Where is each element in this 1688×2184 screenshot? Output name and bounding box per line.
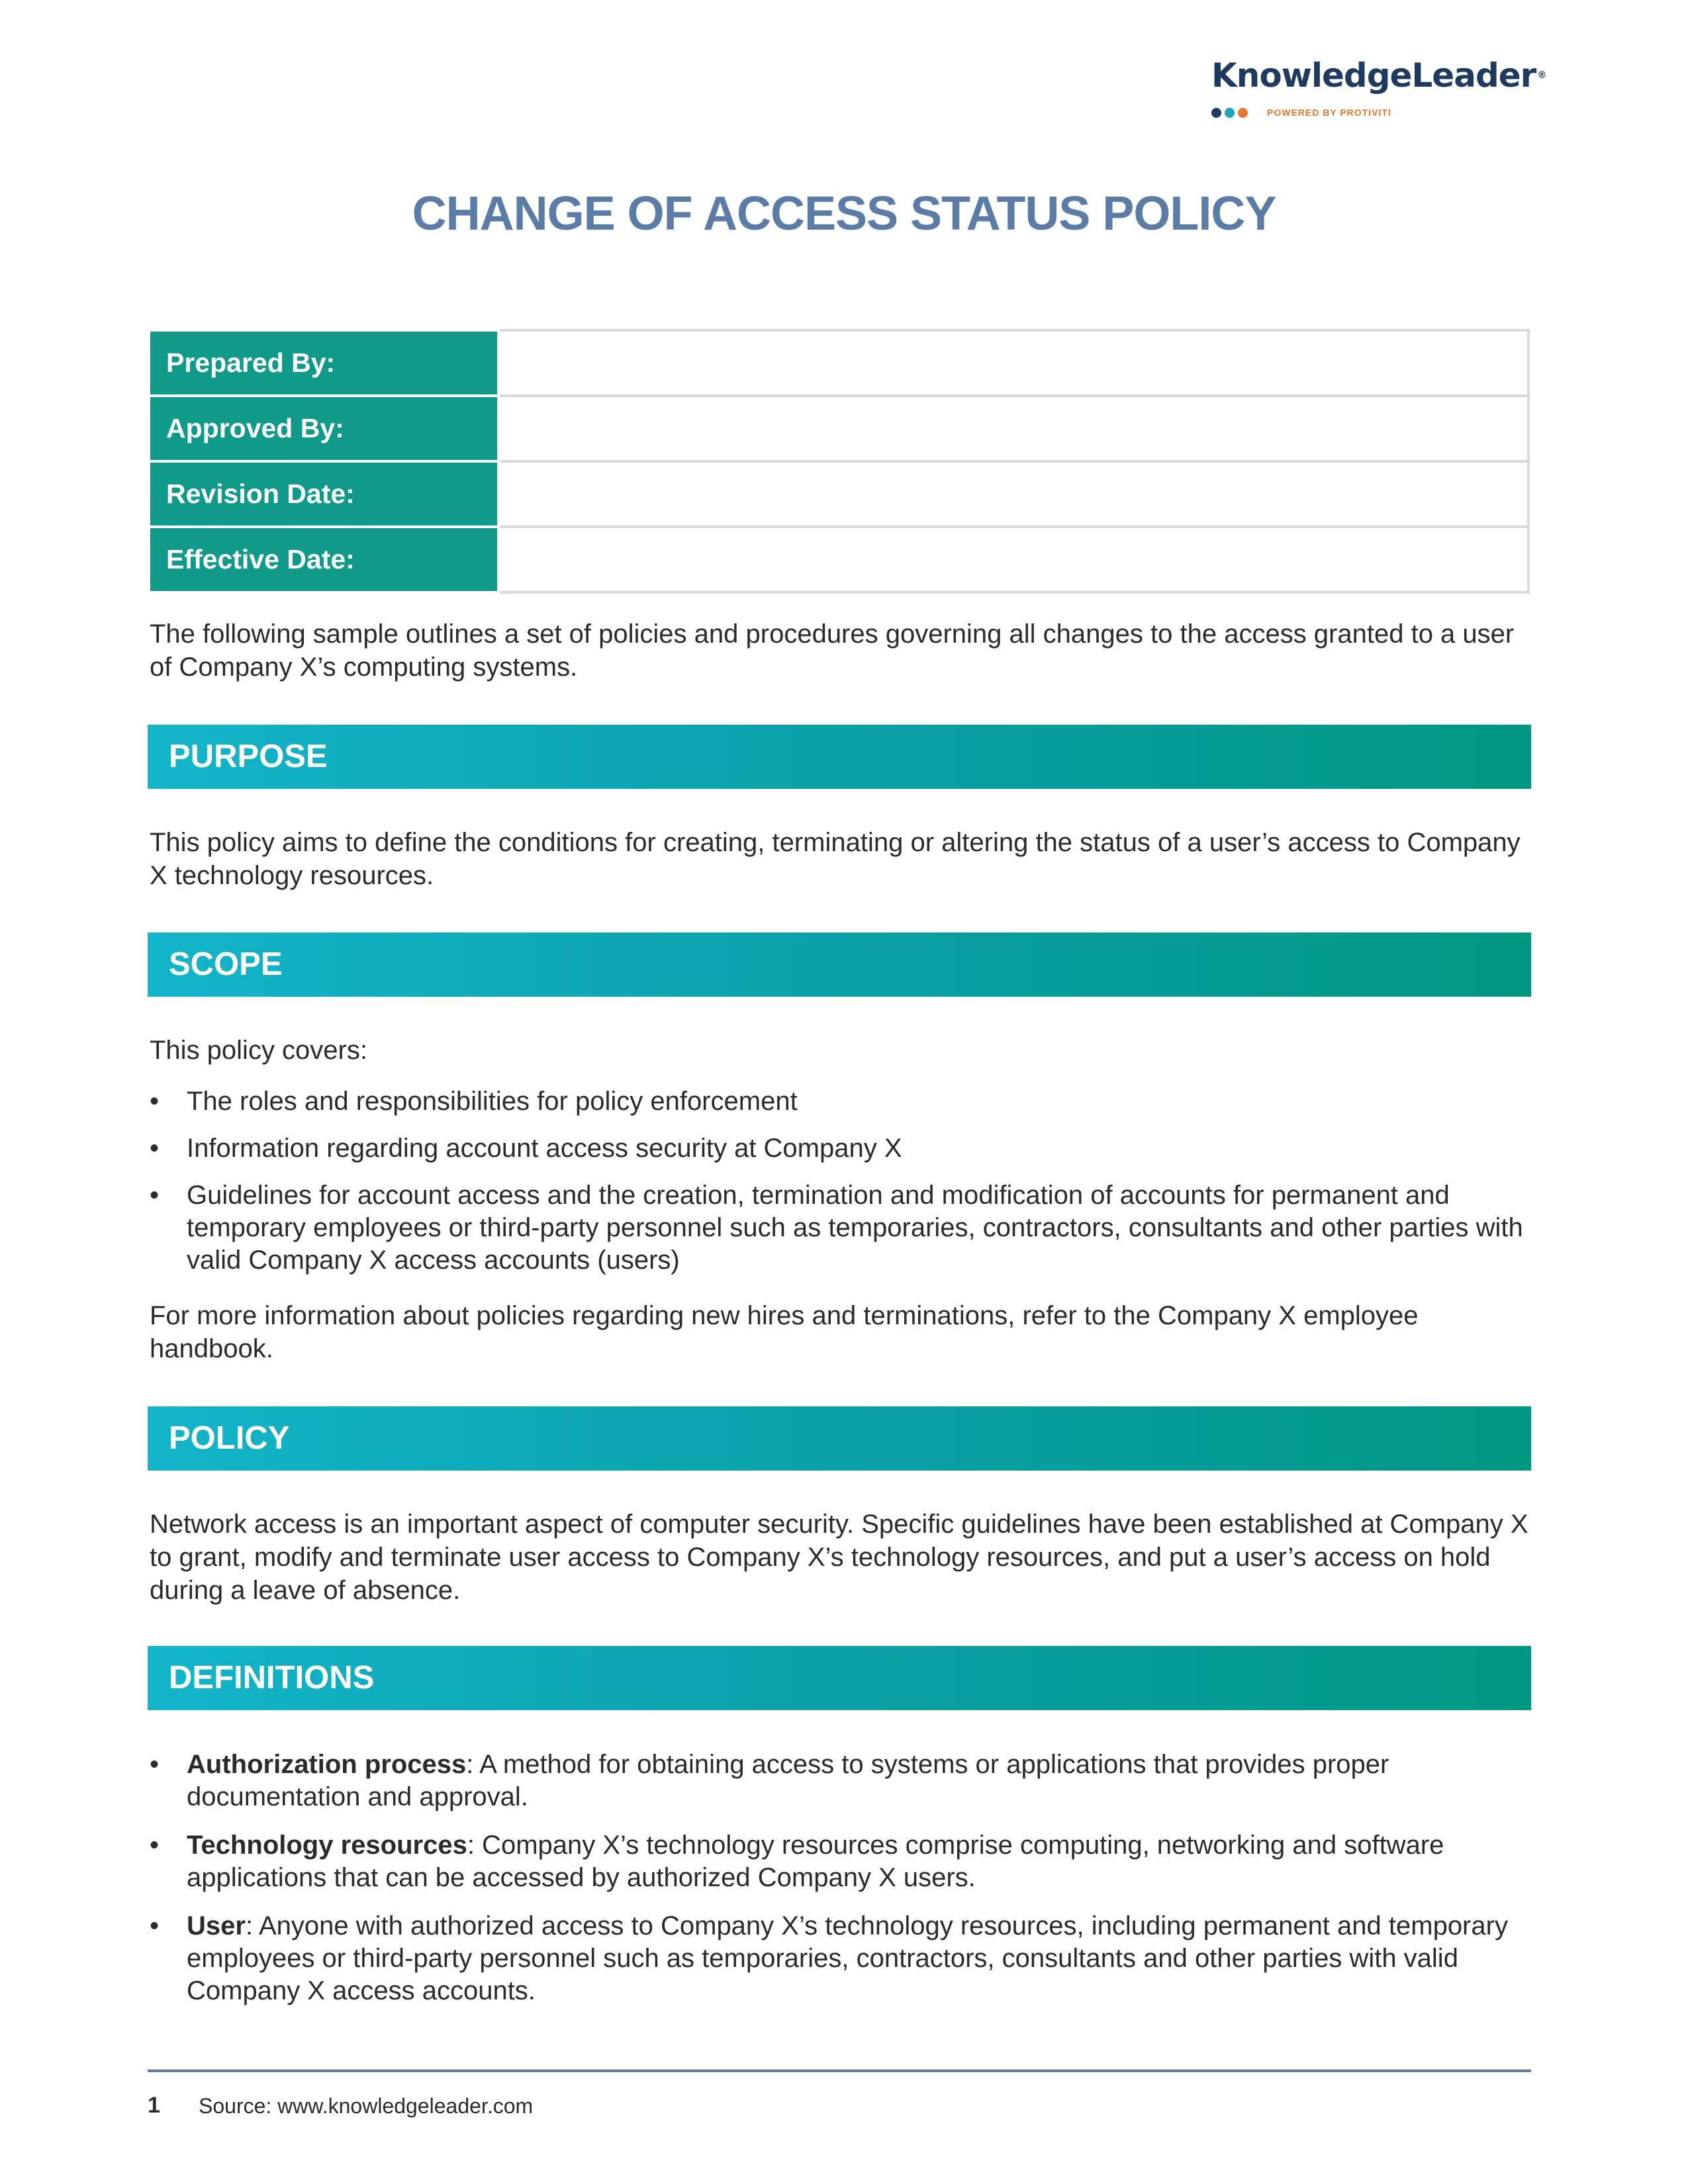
table-row [149, 461, 1528, 527]
definitions-heading: DEFINITIONS [169, 1660, 375, 1696]
table-row [149, 396, 1528, 461]
prepared-by-field[interactable] [498, 330, 1528, 396]
definition-item [150, 1829, 1533, 1894]
definitions-section-header [148, 1646, 1531, 1710]
revision-date-field[interactable] [498, 461, 1528, 527]
list-item-text: Information regarding account access security at Company X [187, 1134, 902, 1163]
scope-section-header [148, 933, 1531, 997]
list-item [150, 1132, 1533, 1165]
brand-subline [1211, 107, 1523, 118]
definition-term: Authorization process [187, 1750, 467, 1779]
definition-term: Technology resources [187, 1831, 467, 1860]
footer-divider [148, 2070, 1531, 2072]
brand-dot-icon [1238, 108, 1248, 118]
definition-text: : Anyone with authorized access to Company X’s technology resources, including permanent and temporary employees or third-party personnel such as temporaries, contractors, consultants and other parties with valid Company X access accounts. [187, 1911, 1508, 2005]
definition-item [150, 1910, 1533, 2007]
scope-list [150, 1085, 1533, 1277]
list-item-text: Guidelines for account access and the creation, termination and modification of accounts for permanent and temporary employees or third-party personnel such as temporaries, contractors, consultants and other parties with valid Company X access accounts (users) [187, 1181, 1523, 1275]
revision-date-label: Revision Date: [149, 461, 498, 527]
page-number: 1 [148, 2093, 160, 2118]
brand-dot-icon [1211, 108, 1221, 118]
effective-date-field[interactable] [498, 527, 1528, 592]
table-row [149, 330, 1528, 396]
purpose-heading: PURPOSE [169, 739, 328, 774]
approved-by-field[interactable] [498, 396, 1528, 461]
scope-closing-paragraph: For more information about policies regarding new hires and terminations, refer to the Company X employee handbook. [150, 1301, 1419, 1363]
definitions-list [150, 1749, 1533, 2007]
brand-name: KnowledgeLeader [1211, 56, 1536, 95]
page-title: CHANGE OF ACCESS STATUS POLICY [412, 187, 1276, 240]
brand-logo [1211, 56, 1546, 118]
prepared-by-label: Prepared By: [149, 330, 498, 396]
definition-text: : Company X’s technology resources comprise computing, networking and software applications that can be accessed by authorized Company X users. [187, 1831, 1444, 1892]
policy-paragraph: Network access is an important aspect of computer security. Specific guidelines have been established at Company X to grant, modify and terminate user access to Company X’s technology resources, and put a user’s access on hold during a leave of absence. [150, 1510, 1528, 1605]
document-metadata-table [148, 329, 1530, 594]
scope-lead: This policy covers: [150, 1036, 367, 1065]
approved-by-label: Approved By: [149, 396, 498, 461]
purpose-section-header [148, 725, 1531, 789]
effective-date-label: Effective Date: [149, 527, 498, 592]
definition-term: User [187, 1911, 246, 1940]
list-item-text: The roles and responsibilities for policy enforcement [187, 1087, 798, 1116]
trademark-mark: ® [1537, 70, 1546, 81]
scope-heading: SCOPE [169, 946, 283, 982]
purpose-paragraph: This policy aims to define the conditions for creating, terminating or altering the status of a user’s access to Company X technology resources. [150, 828, 1521, 890]
brand-dot-icon [1225, 108, 1235, 118]
footer-source: Source: www.knowledgeleader.com [199, 2094, 534, 2118]
brand-tagline: POWERED BY PROTIVITI [1267, 107, 1391, 118]
list-item [150, 1179, 1533, 1277]
definition-item [150, 1749, 1533, 1813]
policy-section-header [148, 1406, 1531, 1471]
definition-text: : A method for obtaining access to systems or applications that provides proper documentation and approval. [187, 1750, 1389, 1811]
table-row [149, 527, 1528, 592]
policy-heading: POLICY [169, 1420, 290, 1456]
list-item [150, 1085, 1533, 1118]
intro-paragraph: The following sample outlines a set of policies and procedures governing all changes to the access granted to a user of Company X’s computing systems. [150, 619, 1515, 682]
brand-wordmark [1211, 56, 1546, 95]
